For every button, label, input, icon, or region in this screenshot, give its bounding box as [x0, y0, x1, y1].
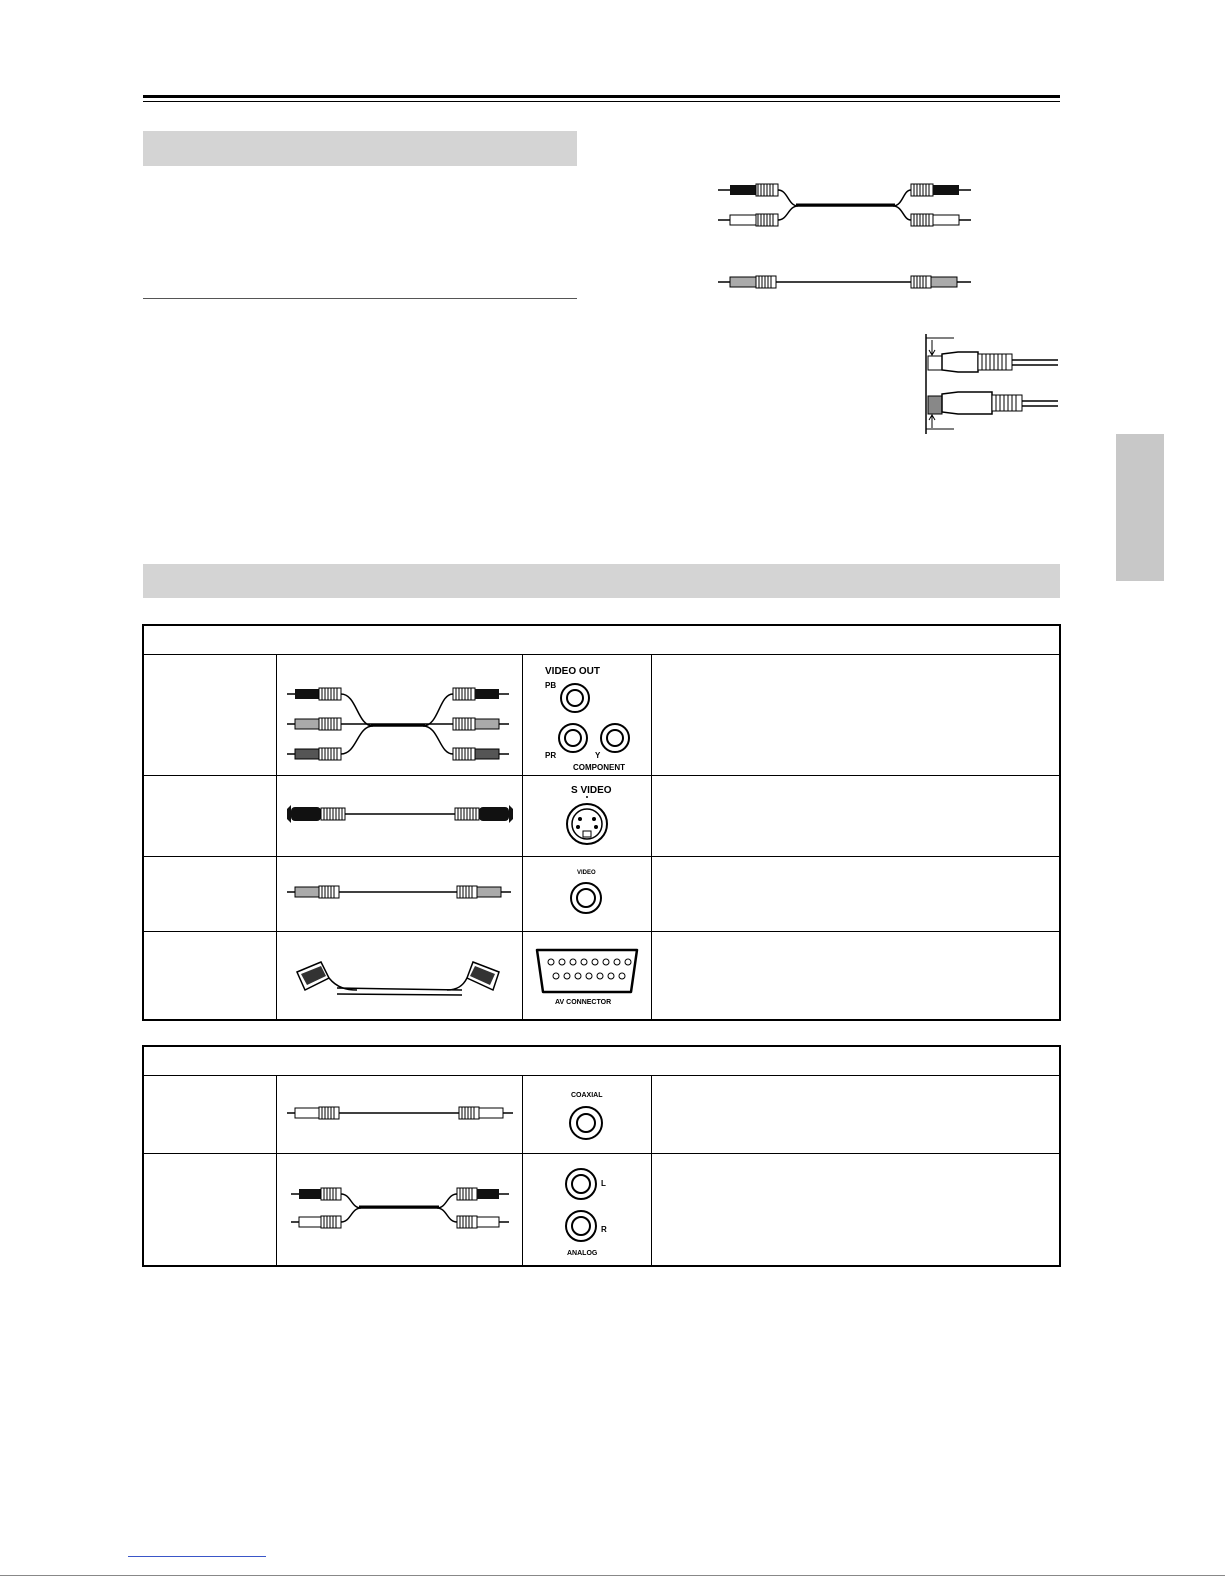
video-table-header	[143, 625, 1060, 655]
analog-jacks	[523, 1154, 651, 1264]
cable-cell	[277, 932, 523, 1020]
header-rule-thin	[143, 101, 1060, 102]
video-label: VIDEO	[577, 869, 596, 876]
coaxial-jack	[523, 1077, 651, 1153]
av-connector-jack	[523, 932, 651, 1018]
left-white-plug	[718, 214, 778, 226]
section-divider	[143, 298, 577, 299]
description-cell	[652, 857, 1061, 932]
pr-label: PR	[545, 750, 557, 760]
table-row	[143, 655, 1060, 776]
jack-cell	[523, 1076, 652, 1154]
table-row	[143, 857, 1060, 932]
pb-label: PB	[545, 680, 557, 690]
scart-cable	[277, 932, 522, 1018]
av-connector-label: AV CONNECTOR	[555, 999, 612, 1007]
left-black-plug	[718, 184, 778, 196]
jack-cell	[523, 857, 652, 932]
row-label-cell	[143, 857, 277, 932]
cable-cell	[277, 1076, 523, 1154]
section-heading-band	[143, 131, 577, 166]
plug-insertion-figure	[918, 332, 1060, 436]
table-row	[143, 776, 1060, 857]
table-row	[143, 1076, 1060, 1154]
jack-cell	[523, 655, 652, 776]
right-white-plug	[911, 214, 971, 226]
coaxial-cable	[277, 1077, 522, 1153]
description-cell	[652, 1154, 1061, 1266]
jack-cell	[523, 776, 652, 857]
r-label: R	[601, 1225, 607, 1235]
audio-connections-table	[142, 1045, 1061, 1267]
l-label: L	[601, 1179, 606, 1189]
description-cell	[652, 1076, 1061, 1154]
composite-video-cable	[277, 858, 522, 931]
row-label-cell	[143, 655, 277, 776]
coaxial-label: COAXIAL	[571, 1091, 603, 1099]
jack-cell	[523, 932, 652, 1020]
s-video-jack	[523, 777, 651, 856]
description-cell	[652, 655, 1061, 776]
stereo-audio-cable-figure	[718, 180, 973, 232]
cable-cell	[277, 857, 523, 932]
audio-table-header	[143, 1046, 1060, 1076]
row-label-cell	[143, 932, 277, 1020]
s-video-label: S VIDEO	[571, 784, 612, 796]
description-cell	[652, 932, 1061, 1020]
header-rule-thick	[143, 95, 1060, 98]
analog-label: ANALOG	[567, 1250, 598, 1258]
footer-link-underline[interactable]	[128, 1556, 266, 1557]
component-jacks	[523, 656, 651, 775]
composite-video-cable-figure	[718, 272, 973, 292]
component-label: COMPONENT	[573, 762, 625, 772]
right-black-plug	[911, 184, 971, 196]
description-cell	[652, 776, 1061, 857]
row-label-cell	[143, 1076, 277, 1154]
video-connections-table	[142, 624, 1061, 1021]
component-video-cable	[277, 656, 522, 775]
cable-cell	[277, 776, 523, 857]
cable-cell	[277, 1154, 523, 1266]
row-label-cell	[143, 776, 277, 857]
jack-cell	[523, 1154, 652, 1266]
composite-video-jack	[523, 858, 651, 931]
row-label-cell	[143, 1154, 277, 1266]
cable-cell	[277, 655, 523, 776]
chapter-side-tab	[1116, 434, 1164, 581]
video-out-label: VIDEO OUT	[545, 665, 601, 677]
connection-heading-band	[143, 564, 1060, 598]
table-row	[143, 1154, 1060, 1266]
y-label: Y	[595, 750, 601, 760]
s-video-cable	[277, 777, 522, 856]
footer-rule	[0, 1575, 1225, 1576]
table-row	[143, 932, 1060, 1020]
analog-audio-cable	[277, 1154, 522, 1264]
